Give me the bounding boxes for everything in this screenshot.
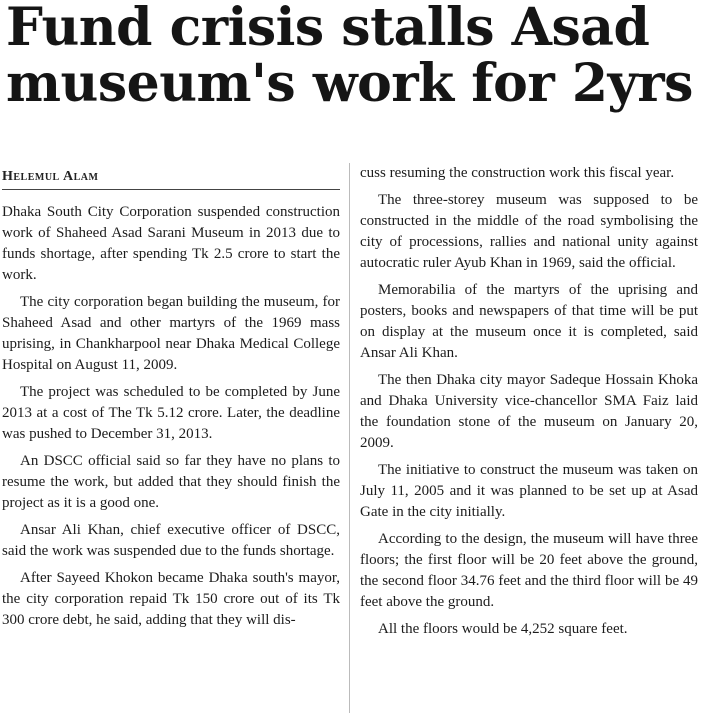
byline: Helemul Alam	[2, 169, 340, 190]
paragraph: Dhaka South City Corporation suspended construction work of Shaheed Asad Sarani Museum in 2013 due to funds shortage, after spending Tk 2.5 crore to start the work.	[2, 204, 340, 283]
paragraph: The then Dhaka city mayor Sadeque Hossain Khoka and Dhaka University vice-chancellor SMA Faiz laid the foundation stone of the museum on January 20, 2009.	[360, 372, 698, 451]
article-column-left	[2, 202, 340, 637]
paragraph: After Sayeed Khokon became Dhaka south's mayor, the city corporation repaid Tk 150 crore out of its Tk 300 crore debt, he said, adding that they will dis-	[2, 570, 340, 628]
headline	[6, 0, 706, 112]
paragraph: All the floors would be 4,252 square feet.	[378, 621, 628, 637]
paragraph: The project was scheduled to be completed by June 2013 at a cost of The Tk 5.12 crore. Later, the deadline was pushed to December 31, 2013.	[2, 384, 340, 442]
paragraph: The initiative to construct the museum was taken on July 11, 2005 and it was planned to be set up at Asad Gate in the city initially.	[360, 462, 698, 520]
article-column-right	[360, 163, 698, 646]
paragraph: The city corporation began building the museum, for Shaheed Asad and other martyrs of the 1969 mass uprising, in Chankharpool near Dhaka Medical College Hospital on August 11, 2009.	[2, 294, 340, 373]
paragraph: An DSCC official said so far they have no plans to resume the work, but added that they should finish the project as it is a good one.	[2, 453, 340, 511]
paragraph: According to the design, the museum will have three floors; the first floor will be 20 feet above the ground, the second floor 34.76 feet and the third floor will be 49 feet above the ground.	[360, 531, 698, 610]
paragraph: The three-storey museum was supposed to be constructed in the middle of the road symbolising the city of processions, rallies and national unity against autocratic ruler Ayub Khan in 1969, said the official.	[360, 192, 698, 271]
column-divider	[349, 163, 350, 713]
paragraph: Ansar Ali Khan, chief executive officer of DSCC, said the work was suspended due to the funds shortage.	[2, 522, 340, 559]
headline-line-2: museum's work for 2yrs	[6, 53, 693, 114]
paragraph: cuss resuming the construction work this fiscal year.	[360, 165, 675, 181]
paragraph: Memorabilia of the martyrs of the uprising and posters, books and newspapers of that time will be put on display at the museum once it is completed, said Ansar Ali Khan.	[360, 282, 698, 361]
headline-line-1: Fund crisis stalls Asad	[6, 0, 650, 58]
